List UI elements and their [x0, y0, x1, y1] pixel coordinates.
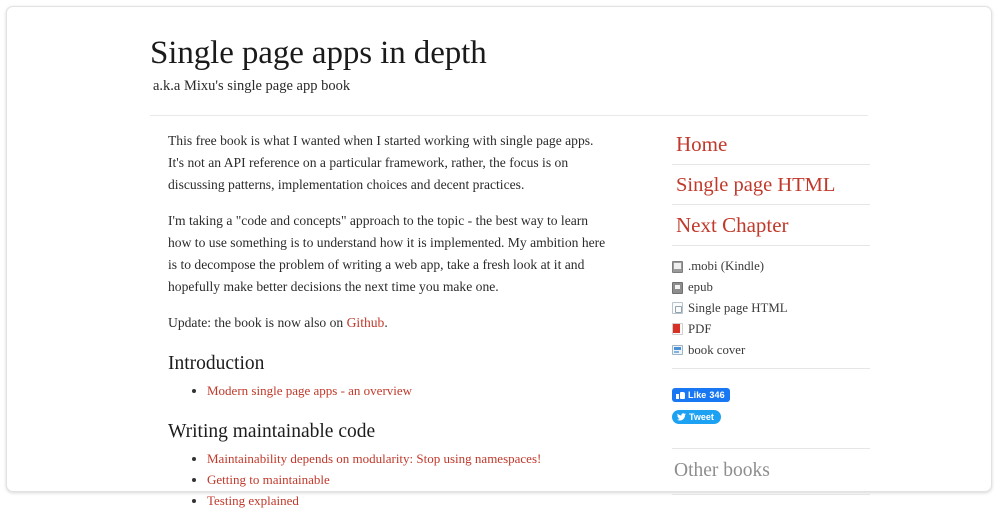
- section-heading-writing-maintainable-code: Writing maintainable code: [168, 420, 376, 442]
- ereader-icon: [672, 282, 683, 294]
- facebook-like-button[interactable]: [672, 388, 730, 402]
- update-paragraph: [168, 312, 610, 334]
- page-subtitle: a.k.a Mixu's single page app book: [153, 77, 351, 94]
- download-link-pdf[interactable]: PDF: [688, 321, 712, 336]
- download-link-html[interactable]: Single page HTML: [688, 301, 788, 316]
- chapter-list-writing-maintainable-code: [168, 449, 610, 511]
- main-content: [150, 130, 610, 512]
- download-item-pdf: [672, 323, 870, 336]
- list-item: [207, 491, 610, 511]
- sidebar-divider-downloads: [672, 368, 870, 369]
- chapter-link[interactable]: Getting to maintainable: [207, 472, 330, 488]
- chapter-link[interactable]: Testing explained: [207, 493, 299, 509]
- sidebar-item-home[interactable]: Home: [672, 134, 870, 165]
- browser-page-frame: [6, 6, 992, 509]
- update-prefix-text: Update: the book is now also on: [168, 315, 347, 331]
- thumbs-up-icon: [676, 390, 685, 399]
- update-suffix-text: .: [384, 315, 388, 331]
- column-gap: [610, 130, 672, 512]
- list-item: [207, 470, 610, 490]
- facebook-like-label: Like: [688, 389, 707, 400]
- chapter-list-introduction: [168, 381, 610, 401]
- twitter-bird-icon: [677, 413, 686, 421]
- facebook-like-count: 346: [709, 389, 725, 400]
- sidebar-item-next-chapter[interactable]: Next Chapter: [672, 215, 870, 246]
- page-container: [150, 7, 870, 509]
- site-header: [150, 7, 870, 116]
- download-link-epub[interactable]: epub: [688, 280, 713, 295]
- chapter-link[interactable]: Modern single page apps - an overview: [207, 383, 413, 399]
- download-item-book-cover: [672, 344, 870, 357]
- download-list: [672, 260, 870, 356]
- page-title: Single page apps in depth: [150, 35, 487, 71]
- image-file-icon: [672, 345, 683, 355]
- sidebar: [672, 130, 870, 512]
- section-heading-introduction: Introduction: [168, 353, 265, 375]
- intro-paragraph-2: I'm taking a "code and concepts" approach to the topic - the best way to learn how to use something is to understand how it is implemented. My ambition here is to decompose the problem of writing a web app, take a fresh look at it and hopefully make better decisions the next time you make one.: [168, 213, 606, 295]
- header-divider: [150, 115, 868, 116]
- download-item-epub: [672, 281, 870, 294]
- list-item: [207, 381, 610, 401]
- body-columns: [150, 130, 870, 512]
- sidebar-item-single-page-html[interactable]: Single page HTML: [672, 175, 870, 206]
- twitter-tweet-button[interactable]: [672, 410, 721, 424]
- chapter-link[interactable]: Maintainability depends on modularity: Stop using namespaces!: [207, 451, 542, 466]
- download-item-mobi: [672, 260, 870, 273]
- sidebar-divider-other-books-bottom: [672, 494, 870, 495]
- sidebar-divider-other-books-top: [672, 448, 870, 449]
- kindle-device-icon: [672, 261, 683, 273]
- other-books-title: Other books: [674, 460, 770, 482]
- download-link-mobi[interactable]: .mobi (Kindle): [688, 259, 765, 274]
- pdf-file-icon: [672, 323, 683, 335]
- other-books-section: [672, 448, 870, 494]
- download-item-html: [672, 302, 870, 315]
- list-item: [207, 449, 610, 469]
- download-link-book-cover[interactable]: book cover: [688, 342, 746, 357]
- github-link[interactable]: Github: [346, 315, 385, 331]
- html-page-icon: [672, 302, 683, 314]
- twitter-tweet-label: Tweet: [689, 412, 714, 423]
- intro-paragraph-1: This free book is what I wanted when I started working with single page apps. It's not an API reference on a particular framework, rather, the focus is on discussing patterns, implementation choices and decent practices.: [168, 132, 594, 192]
- social-buttons: [672, 386, 870, 426]
